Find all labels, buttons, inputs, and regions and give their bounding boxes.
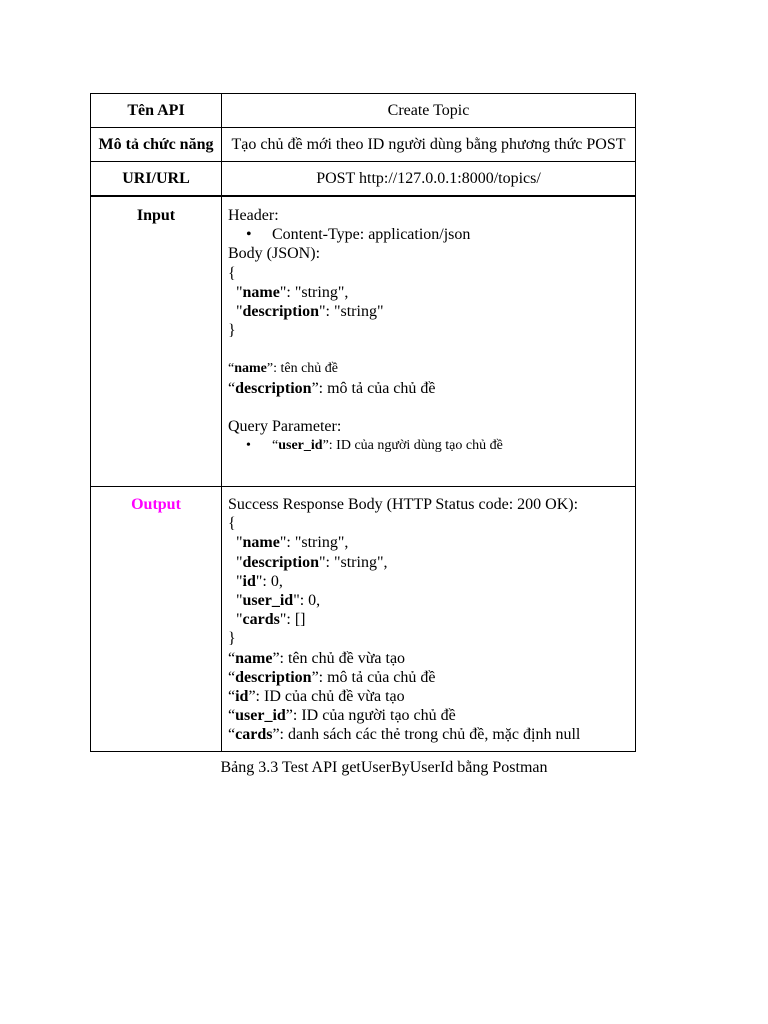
brace-close: }	[228, 630, 236, 648]
bullet-icon: •	[246, 226, 252, 244]
note-cards: “cards”: danh sách các thẻ trong chủ đề, mặc định null	[228, 726, 581, 744]
header-item	[228, 225, 629, 244]
json-value: ": "string",	[279, 283, 349, 301]
note-value: ”: danh sách các thẻ trong chủ đề, mặc định null	[272, 726, 581, 744]
json-value: ": "string",	[318, 553, 388, 571]
note-value: ”: mô tả của chủ đề	[311, 379, 436, 397]
row-output	[91, 487, 636, 752]
row-api-name	[91, 94, 636, 128]
output-content	[222, 487, 636, 752]
label-output: Output	[91, 487, 222, 752]
note-value: ”: ID của người tạo chủ đề	[285, 707, 456, 725]
query-title: Query Parameter:	[228, 417, 342, 435]
json-key: description	[242, 553, 319, 571]
query-item: • “user_id”: ID của người dùng tạo chủ đề	[228, 436, 629, 455]
note-key: cards	[235, 726, 273, 744]
json-value: ": 0,	[293, 592, 321, 610]
label-api-name: Tên API	[91, 94, 222, 128]
note-key: id	[235, 688, 249, 706]
row-description	[91, 128, 636, 162]
row-url	[91, 162, 636, 197]
json-key: name	[242, 283, 280, 301]
note-name: “name”: tên chủ đề	[228, 361, 339, 377]
note-key: description	[235, 379, 312, 397]
json-line-cards: "cards": []	[228, 611, 306, 629]
value-description: Tạo chủ đề mới theo ID người dùng bằng phương thức POST	[222, 128, 636, 162]
note-value: ”: tên chủ đề vừa tạo	[272, 649, 406, 667]
value-api-name: Create Topic	[222, 94, 636, 128]
json-key: description	[242, 303, 319, 321]
note-user-id: “user_id”: ID của người tạo chủ đề	[228, 707, 456, 725]
note-key: user_id	[235, 707, 286, 725]
json-key: cards	[242, 611, 280, 629]
json-key: id	[242, 572, 256, 590]
input-content	[222, 196, 636, 487]
value-url: POST http://127.0.0.1:8000/topics/	[222, 162, 636, 197]
json-line-description: "description": "string"	[228, 303, 384, 321]
header-title: Header:	[228, 207, 279, 224]
json-line-id: "id": 0,	[228, 572, 283, 590]
brace-close: }	[228, 322, 236, 340]
json-line-user-id: "user_id": 0,	[228, 592, 321, 610]
brace-open: {	[228, 515, 236, 533]
query-key: user_id	[278, 438, 323, 454]
note-key: description	[235, 668, 312, 686]
note-value: ”: mô tả của chủ đề	[311, 668, 436, 686]
json-line-name: "name": "string",	[228, 283, 349, 301]
query-value: ”: ID của người dùng tạo chủ đề	[322, 438, 503, 454]
json-line-name: "name": "string",	[228, 534, 349, 552]
body-title: Body (JSON):	[228, 245, 321, 263]
row-input	[91, 196, 636, 487]
note-key: name	[234, 361, 267, 377]
json-value: ": "string"	[318, 303, 384, 321]
note-name: “name”: tên chủ đề vừa tạo	[228, 649, 406, 667]
note-description: “description”: mô tả của chủ đề	[228, 379, 436, 397]
note-id: “id”: ID của chủ đề vừa tạo	[228, 688, 405, 706]
header-item-text: Content-Type: application/json	[272, 226, 471, 244]
api-spec-table	[90, 93, 636, 752]
json-line-description: "description": "string",	[228, 553, 388, 571]
label-url: URI/URL	[91, 162, 222, 197]
table-caption: Bảng 3.3 Test API getUserByUserId bằng Postman	[220, 759, 548, 776]
brace-open: {	[228, 264, 236, 282]
json-value: ": "string",	[279, 534, 349, 552]
note-key: name	[235, 649, 273, 667]
json-key: name	[242, 534, 280, 552]
json-value: ": 0,	[255, 572, 283, 590]
label-description: Mô tả chức năng	[91, 128, 222, 162]
json-value: ": []	[279, 611, 306, 629]
json-key: user_id	[242, 592, 294, 610]
label-input: Input	[91, 196, 222, 487]
note-value: ”: ID của chủ đề vừa tạo	[248, 688, 405, 706]
output-title: Success Response Body (HTTP Status code: 200 OK):	[228, 496, 579, 513]
bullet-icon: •	[246, 438, 251, 454]
note-description: “description”: mô tả của chủ đề	[228, 668, 436, 686]
note-value: ”: tên chủ đề	[266, 361, 339, 377]
